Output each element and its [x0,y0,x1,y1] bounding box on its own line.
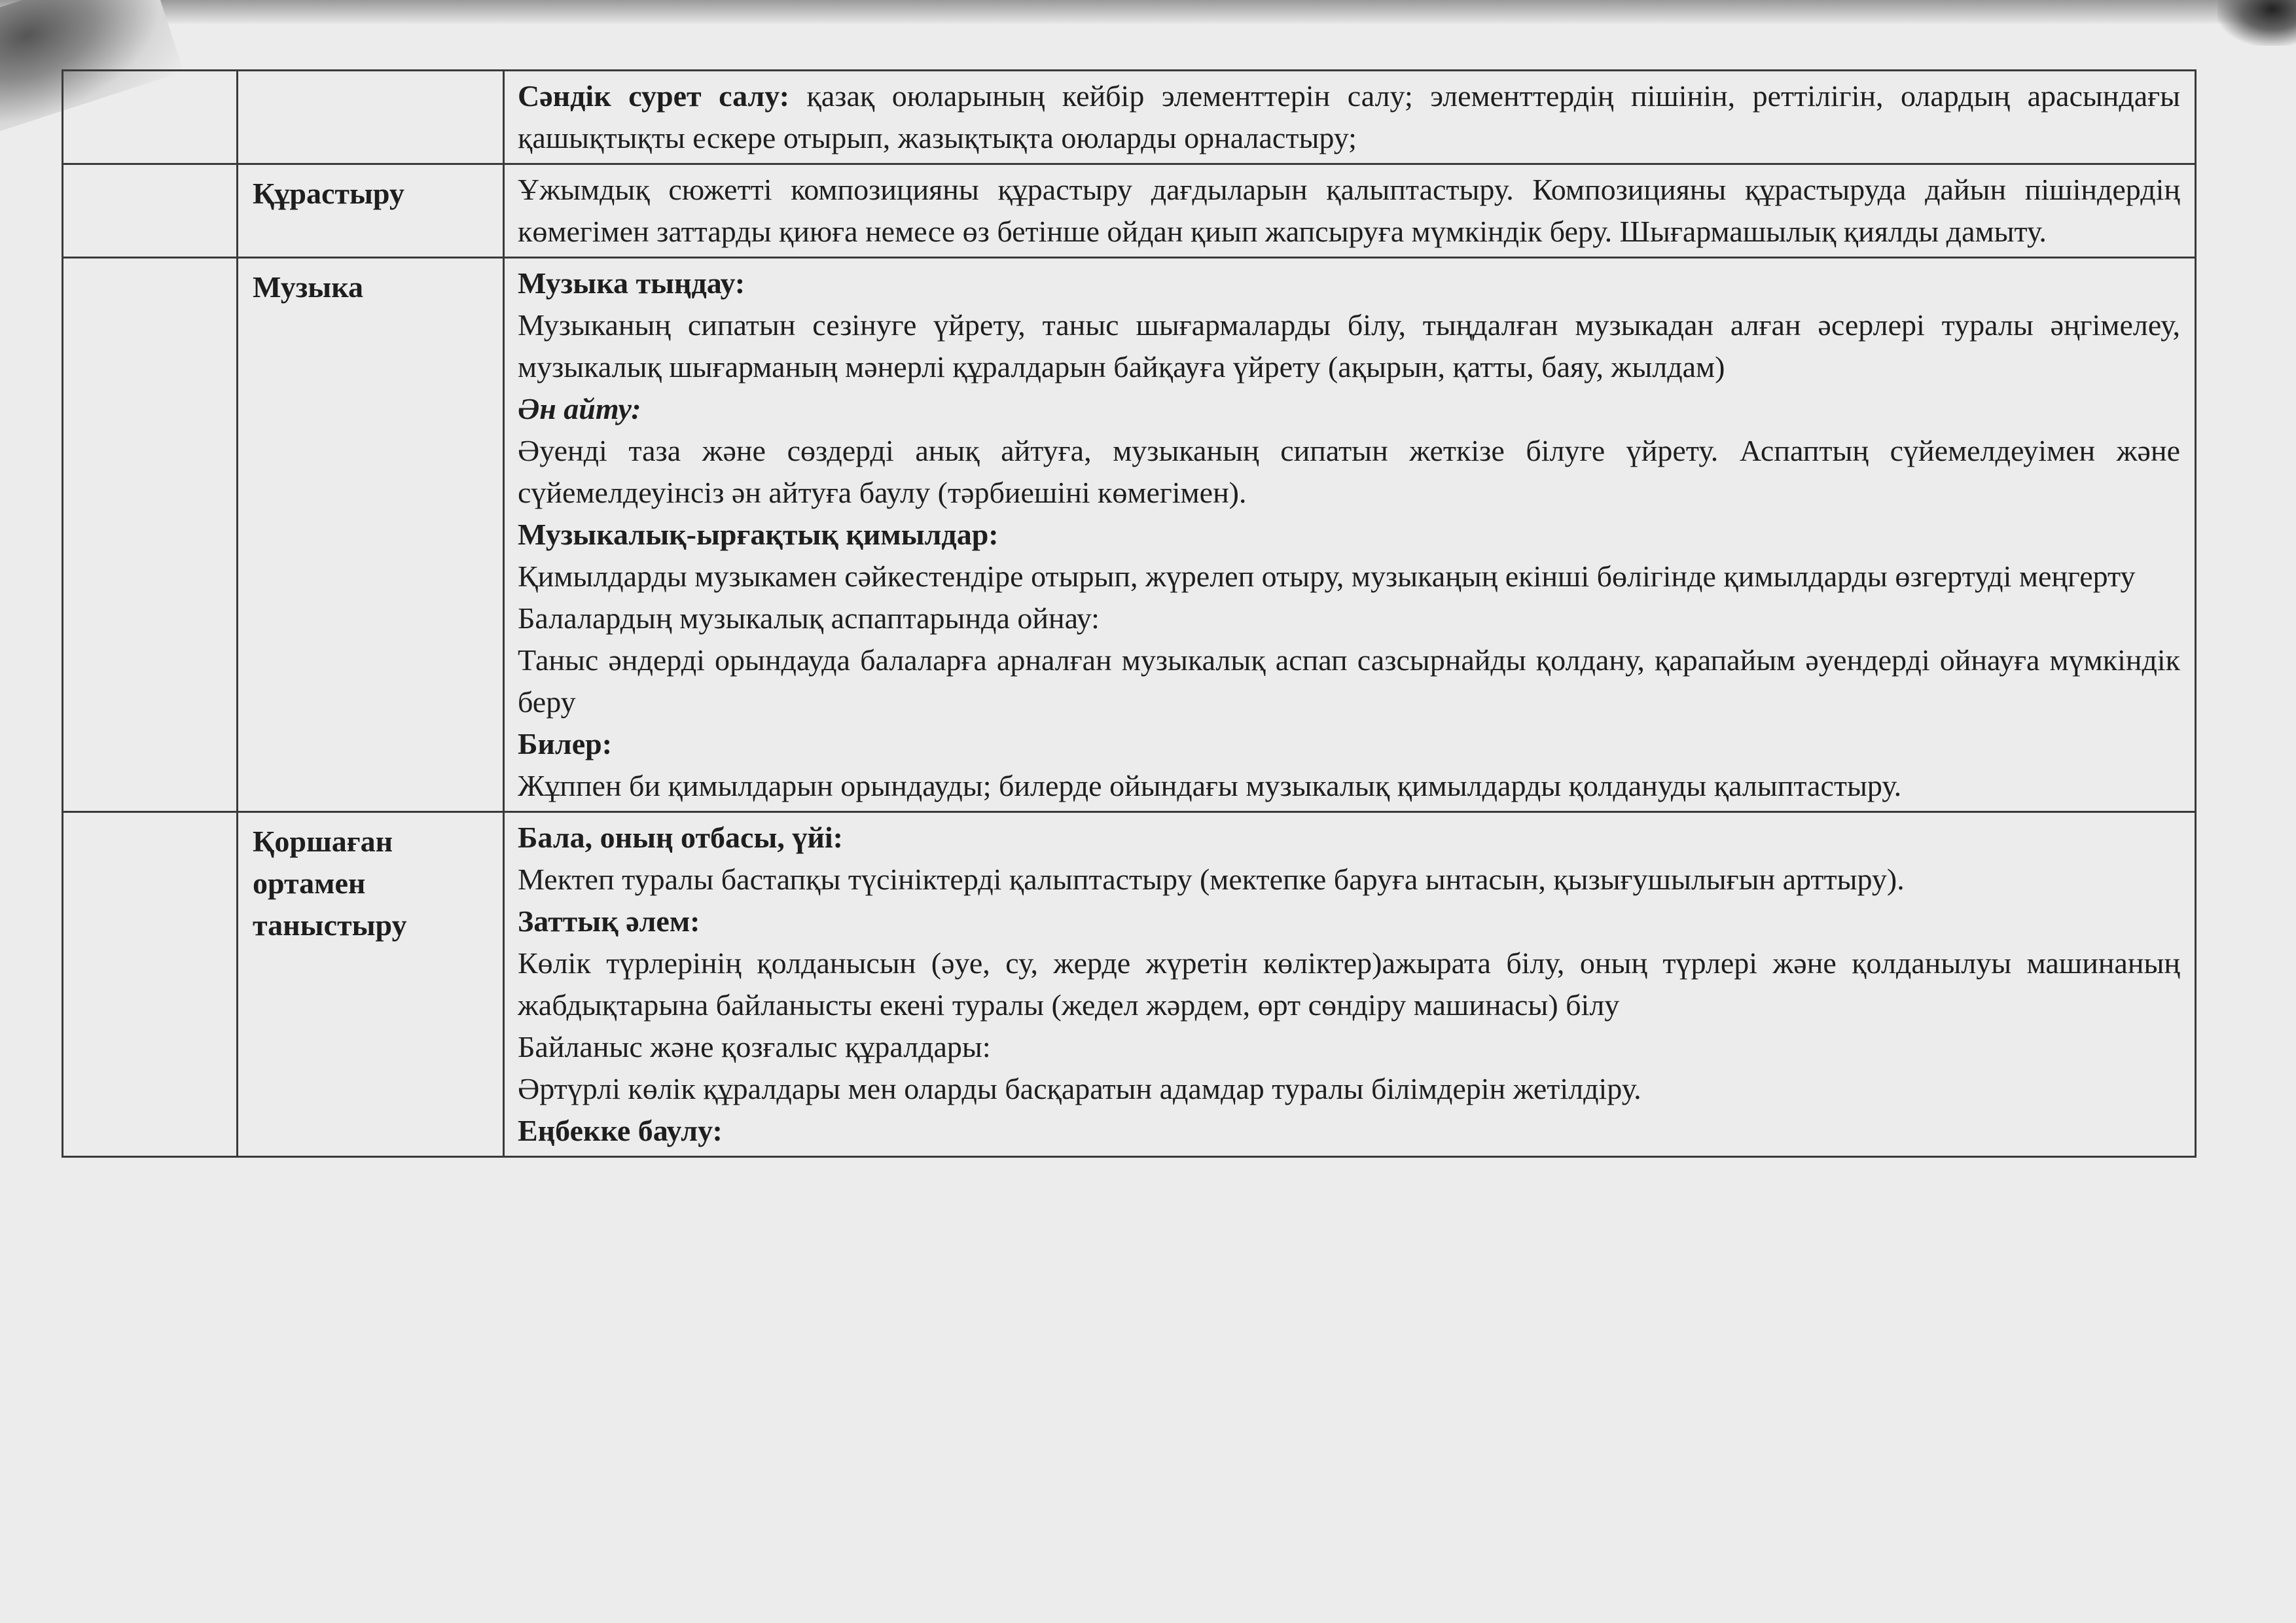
section-heading: Ән айту: [518,392,641,425]
content-cell [504,164,2196,258]
scan-top-shadow [0,0,2296,24]
body-text: қазақ оюларының кейбір элементтерін салу; элементтердің пішінін, реттілігін, олардың арасындағы қашықтықты ескере отырып, жазықтықта оюларды орналастыру; [518,79,2180,154]
body-text: Музыканың сипатын сезінуге үйрету, таныс шығармаларды білу, тыңдалған музыкадан алған әсерлері туралы әңгімелеу, музыкалық шығарманың мәнерлі құралдарын байқауға үйрету (ақырын, қатты, баяу, жылдам) [518,308,2180,383]
blank-cell [63,164,238,258]
corner-scan-mark [2217,0,2296,46]
body-text: Әуенді таза және сөздерді анық айтуға, музыканың сипатын жеткізе білуге үйрету. Аспаптың сүйемелдеуімен және сүйемелдеуінсіз ән айтуға баулу (тәрбиешіні көмегімен). [518,434,2180,509]
body-text: Мектеп туралы бастапқы түсініктерді қалыптастыру (мектепке баруға ынтасын, қызығушылығын арттыру). [518,863,1905,896]
body-text: Таныс әндерді орындауда балаларға арналған музыкалық аспап сазсырнайды қолдану, қарапайым әуендерді ойнауға мүмкіндік беру [518,643,2180,719]
section-heading: Музыкалық-ырғақтық қимылдар: [518,518,999,551]
section-heading: Музыка тыңдау: [518,266,745,300]
subject-cell: Қоршаған ортамен таныстыру [238,812,504,1157]
body-text: Ұжымдық сюжетті композицияны құрастыру дағдыларын қалыптастыру. Композицияны құрастыруда дайын пішіндердің көмегімен заттарды қиюға немесе өз бетінше ойдан қиып жапсыруға мүмкіндік беру. Шығармашылық қиялды дамыту. [518,173,2180,248]
content-cell [504,812,2196,1157]
section-heading: Бала, оның отбасы, үйі: [518,821,843,854]
body-text: Қимылдарды музыкамен сәйкестендіре отырып, жүрелеп отыру, музыкаңың екінші бөлігінде қимылдарды өзгертуді меңгерту [518,560,2136,593]
blank-cell [63,258,238,812]
content-cell [504,258,2196,812]
table-row [63,164,2196,258]
body-text: Әртүрлі көлік құралдары мен оларды басқаратын адамдар туралы білімдерін жетілдіру. [518,1072,1641,1105]
section-heading: Еңбекке баулу: [518,1114,723,1147]
subject-cell [238,71,504,164]
body-text: Балалардың музыкалық аспаптарында ойнау: [518,601,1100,635]
body-text: Көлік түрлерінің қолданысын (әуе, су, жерде жүретін көліктер)ажырата білу, оның түрлері және қолданылуы машинаның жабдықтарына байланысты екені туралы (жедел жәрдем, өрт сөндіру машинасы) білу [518,946,2180,1022]
body-text: Жұппен би қимылдарын орындауды; билерде ойындағы музыкалық қимылдарды қолдануды қалыптастыру. [518,769,1902,802]
section-heading: Заттық әлем: [518,904,700,938]
body-text: Байланыс және қозғалыс құралдары: [518,1030,991,1063]
subject-cell: Құрастыру [238,164,504,258]
paragraph [518,75,2180,159]
content-cell [504,71,2196,164]
table-row [63,812,2196,1157]
blank-cell [63,71,238,164]
curriculum-table [62,69,2197,1158]
subject-cell: Музыка [238,258,504,812]
lead-text: Сәндік сурет салу: [518,79,790,113]
section-heading: Билер: [518,727,613,760]
blank-cell [63,812,238,1157]
table-row [63,258,2196,812]
table-row [63,71,2196,164]
